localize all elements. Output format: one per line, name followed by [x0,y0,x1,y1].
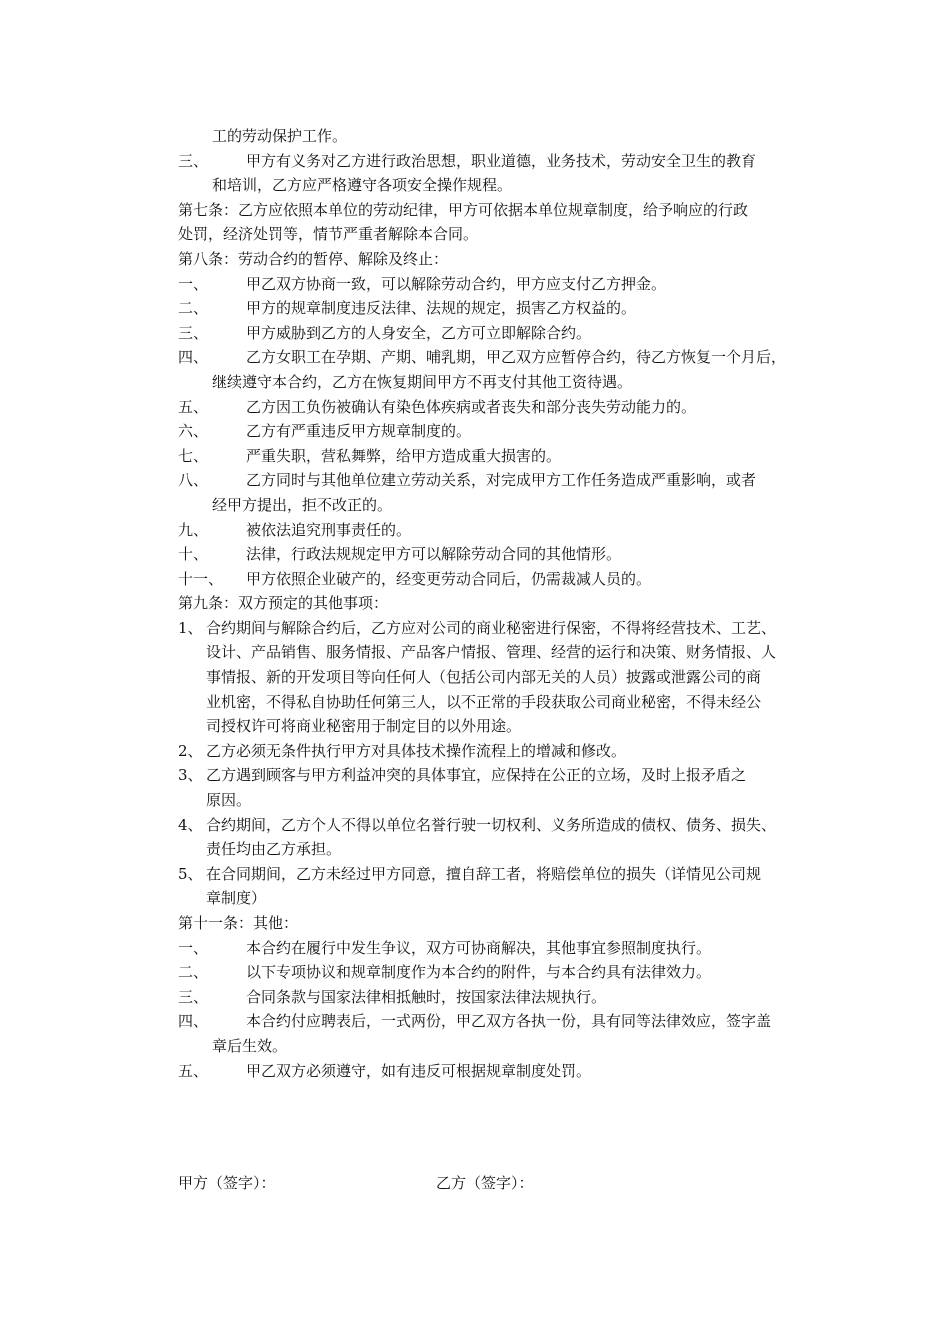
clause-continuation: 设计、产品销售、服务情报、产品客户情报、管理、经营的运行和决策、财务情报、人 [206,643,777,662]
clause-item [178,345,818,370]
clause-number: 七、 [178,446,209,465]
clause-number: 5、 [178,864,203,883]
clause-item [178,518,818,543]
clause-text: 合约期间与解除合约后，乙方应对公司的商业秘密进行保密，不得将经营技术、工艺、 [206,618,777,637]
clause-item [178,739,818,764]
clause-text: 以下专项协议和规章制度作为本合约的附件，与本合约具有法律效力。 [246,963,712,982]
clause-number: 五、 [178,397,209,416]
clause-text: 合约期间，乙方个人不得以单位名誉行驶一切权利、义务所造成的债权、债务、损失、 [206,815,777,834]
clause-number: 十、 [178,545,209,564]
clause-text: 甲方依照企业破产的，经变更劳动合同后，仍需裁减人员的。 [246,569,652,588]
clause-item [178,862,818,887]
clause-item [178,296,818,321]
clause-continuation: 章后生效。 [212,1036,288,1055]
clause-item [178,149,818,174]
clause-item [178,272,818,297]
clause-item [178,468,818,493]
clause-continuation: 责任均由乙方承担。 [206,840,342,859]
clause-number: 八、 [178,471,209,490]
clause-text: 合同条款与国家法律相抵触时，按国家法律法规执行。 [246,987,607,1006]
clause-item [178,567,818,592]
clause-text: 本合约在履行中发生争议，双方可协商解决，其他事宜参照制度执行。 [246,938,712,957]
clause-continuation: 业机密，不得私自协助任何第三人，以不正常的手段获取公司商业秘密，不得未经公 [206,692,762,711]
clause-text: 乙方女职工在孕期、产期、哺乳期，甲乙双方应暂停合约，待乙方恢复一个月后， [246,348,787,367]
clause-item [178,763,818,788]
clause-number: 一、 [178,274,209,293]
clause-text: 甲方的规章制度违反法律、法规的规定，损害乙方权益的。 [246,299,637,318]
clause-number: 十一、 [178,569,224,588]
clause-number: 四、 [178,1012,209,1031]
clause-text: 甲方威胁到乙方的人身安全，乙方可立即解除合约。 [246,323,592,342]
clause-number: 一、 [178,938,209,957]
clause-text: 乙方有严重违反甲方规章制度的。 [246,422,472,441]
clause-item [178,985,818,1010]
clause-item [178,419,818,444]
clause-number: 2、 [178,741,203,760]
clause-continuation: 司授权许可将商业秘密用于制定目的以外用途。 [206,717,522,736]
clause-text: 乙方必须无条件执行甲方对具体技术操作流程上的增减和修改。 [206,741,627,760]
article-heading: 第九条：双方预定的其他事项： [178,594,389,613]
clause-continuation: 章制度） [206,889,267,908]
clause-continuation: 经甲方提出，拒不改正的。 [212,495,393,514]
article-heading: 第八条：劳动合约的暂停、解除及终止： [178,249,449,268]
clause-item [178,321,818,346]
clause-number: 九、 [178,520,209,539]
clause-text: 甲方有义务对乙方进行政治思想，职业道德，业务技术，劳动安全卫生的教育 [246,151,757,170]
clause-number: 1、 [178,618,203,637]
clause-continuation: 原因。 [206,791,252,810]
article-heading: 第七条：乙方应依照本单位的劳动纪律，甲方可依据本单位规章制度，给予响应的行政 [178,200,749,219]
clause-item [178,444,818,469]
clause-item [178,960,818,985]
clause-text: 在合同期间，乙方未经过甲方同意，擅自辞工者，将赔偿单位的损失（详情见公司规 [206,864,762,883]
clause-text: 法律，行政法规规定甲方可以解除劳动合同的其他情形。 [246,545,622,564]
party-a-signature-label: 甲方（签字）： [178,1174,276,1192]
clause-item [178,616,818,641]
contract-body [178,124,818,1083]
party-b-signature-label: 乙方（签字）： [436,1174,534,1192]
clause-item [178,1009,818,1034]
clause-continuation: 和培训，乙方应严格遵守各项安全操作规程。 [212,176,513,195]
clause-continuation: 工的劳动保护工作。 [212,127,348,145]
clause-text: 甲乙双方协商一致，可以解除劳动合约，甲方应支付乙方押金。 [246,274,667,293]
clause-item [178,1059,818,1084]
clause-text: 本合约付应聘表后，一式两份，甲乙双方各执一份，具有同等法律效应，签字盖 [246,1012,772,1031]
clause-item [178,395,818,420]
clause-text: 被依法追究刑事责任的。 [246,520,412,539]
clause-number: 三、 [178,323,209,342]
clause-number: 3、 [178,766,203,785]
clause-continuation: 继续遵守本合约，乙方在恢复期间甲方不再支付其他工资待遇。 [212,372,633,391]
article-heading: 第十一条：其他： [178,914,299,932]
clause-item [178,936,818,961]
clause-text: 乙方因工负伤被确认有染色体疾病或者丧失和部分丧失劳动能力的。 [246,397,697,416]
clause-text: 严重失职，营私舞弊，给甲方造成重大损害的。 [246,446,562,465]
clause-item [178,813,818,838]
clause-item [178,542,818,567]
article-heading: 处罚，经济处罚等，情节严重者解除本合同。 [178,225,479,244]
clause-number: 六、 [178,422,209,441]
clause-text: 甲乙双方必须遵守，如有违反可根据规章制度处罚。 [246,1061,592,1080]
clause-number: 二、 [178,299,209,318]
clause-text: 乙方同时与其他单位建立劳动关系，对完成甲方工作任务造成严重影响，或者 [246,471,757,490]
clause-number: 4、 [178,815,203,834]
clause-number: 四、 [178,348,209,367]
clause-number: 二、 [178,963,209,982]
clause-continuation: 事情报、新的开发项目等向任何人（包括公司内部无关的人员）披露或泄露公司的商 [206,668,762,687]
clause-number: 五、 [178,1061,209,1080]
clause-text: 乙方遇到顾客与甲方利益冲突的具体事宜，应保持在公正的立场，及时上报矛盾之 [206,766,747,785]
clause-number: 三、 [178,151,209,170]
clause-number: 三、 [178,987,209,1006]
